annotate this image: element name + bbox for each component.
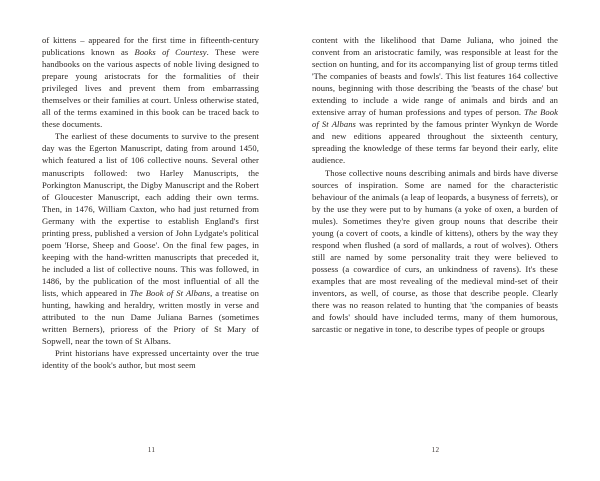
text-run: The earliest of these documents to survive to the present day was the Egerton Manuscript, dating from around 1450, which featured a list of 106 collective nouns. Several other manuscripts followed: two Harley Manuscripts, the Porkington Manuscript, the Digby Manuscript and the Robert of Gloucester Manuscript, each adding their own terms. Then, in 1476, William Caxton, who had just returned from Germany with the expertise to establish England's first printing press, published a version of John Lydgate's political poem 'Horse, Sheep and Goose'. On the final few pages, in keeping with the hand-written manuscripts that preceded it, he included a list of collective nouns. This was followed, in 1486, by the publication of the most influential of all the lists, which appeared in — [42, 131, 259, 298]
paragraph — [42, 347, 259, 371]
italic-title: The Book of St Albans — [129, 287, 211, 298]
italic-title: The Book of St Albans — [312, 107, 558, 130]
text-run: content with the likelihood that Dame Juliana, who joined the convent from an aristocratic family, was responsible at least for the section on hunting, and for its accompanying list of group terms titled 'The companies of beasts and fowls'. This list features 164 collective nouns, beginning with those describing the 'beasts of the chase' but extending to include a wide range of animals and birds and an extensive array of human professions and types of person. — [312, 35, 558, 118]
paragraph — [42, 130, 259, 347]
text-run: was reprinted by the famous printer Wynkyn de Worde and new editions appeared throughout the sixteenth century, spreading the knowledge of these terms far beyond their early, elite audience. — [312, 119, 558, 166]
page-number-left: 11 — [147, 446, 156, 454]
right-page-textblock — [312, 34, 558, 335]
paragraph — [312, 167, 558, 336]
paragraph — [42, 34, 259, 130]
text-run: Those collective nouns describing animals and birds have diverse sources of inspiration. Some are named for the characteristic behaviour of the animals (a leap of leopards, a busyness of ferrets), or by the use they were put to by humans (a yoke of oxen, a burden of mules). Sometimes they're given group nouns that describe their young (a covert of coots, a kindle of kittens), others by the way they respond when flushed (a sord of mallards, a rout of wolves). Others still are named by some personality trait they were believed to possess (a cowardice of curs, an unkindness of ravens). It's these examples that are most revealing of the medieval mind-set of their inventors, as well, of course, as those that describe people. Clearly there was no reason related to hunting that 'the companies of beasts and fowls' should have included terms, many of them humorous, sarcastic or negative in tone, to describe types of people or groups — [312, 167, 558, 335]
left-page-textblock — [42, 34, 259, 371]
page-right — [285, 0, 600, 481]
page-number-right: 12 — [431, 446, 440, 454]
text-run: , a treatise on hunting, hawking and heraldry, written mostly in verse and attributed to the nun Dame Juliana Barnes (sometimes written Berners), prioress of the Priory of St Mary of Sopwell, near the town of St Albans. — [42, 287, 259, 347]
page-left — [0, 0, 285, 481]
paragraph — [312, 34, 558, 167]
text-run: Print historians have expressed uncertainty over the true identity of the book's author, but most seem — [42, 348, 259, 371]
text-run: of kittens – appeared for the first time in fifteenth-century publications known as — [42, 35, 259, 58]
text-run: . These were handbooks on the various aspects of noble living designed to prepare young aristocrats for the formalities of their privileged lives and prevent them from embarrassing themselves or their families at court. Unless otherwise stated, all of the terms examined in this book can be traced back to these documents. — [42, 47, 259, 130]
italic-title: Books of Courtesy — [134, 47, 207, 58]
